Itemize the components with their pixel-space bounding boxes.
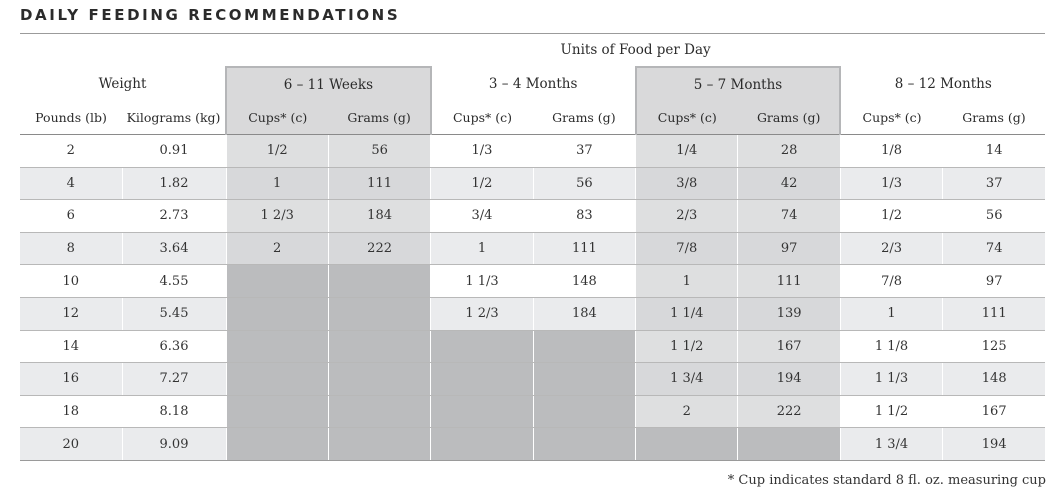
table-row [20,135,1045,168]
empty-cell [328,363,430,396]
empty-cell [636,428,738,461]
grams-cell: 184 [328,200,430,233]
table-row [20,232,1045,265]
cups-cell: 2/3 [840,232,942,265]
grams-cell: 222 [738,395,840,428]
cups-cell: 1 2/3 [226,200,328,233]
empty-cell [533,428,635,461]
grams-cell: 56 [533,167,635,200]
cups-column-header: Cups* (c) [431,101,533,135]
grams-cell: 167 [943,395,1045,428]
page-title: DAILY FEEDING RECOMMENDATIONS [20,6,401,24]
empty-cell [431,363,533,396]
grams-cell: 37 [533,135,635,168]
kilograms-cell: 8.18 [122,395,226,428]
pounds-cell: 16 [20,363,122,396]
grams-cell: 148 [943,363,1045,396]
empty-cell [738,428,840,461]
grams-cell: 125 [943,330,1045,363]
empty-cell [328,395,430,428]
pounds-cell: 18 [20,395,122,428]
grams-cell: 37 [943,167,1045,200]
empty-cell [328,428,430,461]
spacer-cell [20,33,226,67]
cups-cell: 1 1/3 [840,363,942,396]
kilograms-cell: 4.55 [122,265,226,298]
empty-cell [226,428,328,461]
kilograms-cell: 6.36 [122,330,226,363]
cups-column-header: Cups* (c) [226,101,328,135]
cups-cell: 1/8 [840,135,942,168]
pounds-cell: 4 [20,167,122,200]
grams-cell: 184 [533,297,635,330]
cups-column-header: Cups* (c) [840,101,942,135]
pounds-cell: 14 [20,330,122,363]
cups-cell: 2 [636,395,738,428]
empty-cell [226,297,328,330]
grams-cell: 139 [738,297,840,330]
kilograms-cell: 3.64 [122,232,226,265]
empty-cell [533,395,635,428]
empty-cell [431,428,533,461]
grams-cell: 14 [943,135,1045,168]
cups-cell: 3/8 [636,167,738,200]
empty-cell [328,265,430,298]
empty-cell [431,330,533,363]
grams-cell: 194 [738,363,840,396]
grams-cell: 83 [533,200,635,233]
age-group-header: 8 – 12 Months [894,76,992,92]
feeding-table [20,33,1045,461]
cups-cell: 1 1/3 [431,265,533,298]
pounds-cell: 8 [20,232,122,265]
grams-column-header: Grams (g) [738,101,840,135]
grams-column-header: Grams (g) [943,101,1045,135]
cups-cell: 1/3 [840,167,942,200]
age-group-header: 6 – 11 Weeks [226,67,431,101]
cups-cell: 1 1/4 [636,297,738,330]
pounds-cell: 2 [20,135,122,168]
kilograms-cell: 2.73 [122,200,226,233]
kilograms-cell: 1.82 [122,167,226,200]
cups-cell: 1 [636,265,738,298]
pounds-cell: 6 [20,200,122,233]
cups-cell: 7/8 [840,265,942,298]
grams-cell: 56 [943,200,1045,233]
feeding-table-container [20,33,1045,461]
cups-cell: 2/3 [636,200,738,233]
pounds-cell: 12 [20,297,122,330]
empty-cell [533,363,635,396]
grams-cell: 194 [943,428,1045,461]
grams-cell: 74 [943,232,1045,265]
cups-cell: 1/2 [840,200,942,233]
grams-cell: 167 [738,330,840,363]
cups-cell: 1 1/2 [636,330,738,363]
grams-cell: 97 [943,265,1045,298]
empty-cell [226,330,328,363]
grams-cell: 56 [328,135,430,168]
cups-cell: 1/3 [431,135,533,168]
cups-cell: 1 [226,167,328,200]
grams-cell: 148 [533,265,635,298]
table-body [20,135,1045,461]
table-row [20,167,1045,200]
empty-cell [431,395,533,428]
cups-cell: 1 [840,297,942,330]
grams-cell: 222 [328,232,430,265]
table-row [20,297,1045,330]
table-row [20,200,1045,233]
units-header: Units of Food per Day [560,41,711,58]
pounds-cell: 20 [20,428,122,461]
empty-cell [226,265,328,298]
grams-cell: 111 [328,167,430,200]
cups-cell: 3/4 [431,200,533,233]
table-row [20,363,1045,396]
cups-cell: 1 3/4 [840,428,942,461]
weight-header: Weight [98,76,147,92]
table-row [20,395,1045,428]
cups-cell: 1 [431,232,533,265]
empty-cell [226,363,328,396]
grams-column-header: Grams (g) [533,101,635,135]
kilograms-cell: 0.91 [122,135,226,168]
cups-cell: 1/2 [431,167,533,200]
grams-cell: 111 [738,265,840,298]
table-row [20,265,1045,298]
grams-cell: 42 [738,167,840,200]
grams-cell: 111 [943,297,1045,330]
empty-cell [328,297,430,330]
cups-cell: 1 3/4 [636,363,738,396]
age-group-header: 3 – 4 Months [488,76,578,92]
cups-cell: 1 2/3 [431,297,533,330]
kilograms-cell: 9.09 [122,428,226,461]
cups-cell: 7/8 [636,232,738,265]
grams-cell: 97 [738,232,840,265]
cups-column-header: Cups* (c) [636,101,738,135]
cups-cell: 1/2 [226,135,328,168]
grams-column-header: Grams (g) [328,101,430,135]
empty-cell [226,395,328,428]
pounds-column-header: Pounds (lb) [20,101,122,135]
kilograms-cell: 7.27 [122,363,226,396]
table-row [20,428,1045,461]
cups-cell: 1 1/8 [840,330,942,363]
footnote: * Cup indicates standard 8 fl. oz. measuring cup [727,473,1046,488]
grams-cell: 74 [738,200,840,233]
kilograms-column-header: Kilograms (kg) [122,101,226,135]
cups-cell: 2 [226,232,328,265]
cups-cell: 1 1/2 [840,395,942,428]
cups-cell: 1/4 [636,135,738,168]
grams-cell: 111 [533,232,635,265]
grams-cell: 28 [738,135,840,168]
empty-cell [533,330,635,363]
table-row [20,330,1045,363]
age-group-header: 5 – 7 Months [636,67,841,101]
pounds-cell: 10 [20,265,122,298]
empty-cell [328,330,430,363]
kilograms-cell: 5.45 [122,297,226,330]
